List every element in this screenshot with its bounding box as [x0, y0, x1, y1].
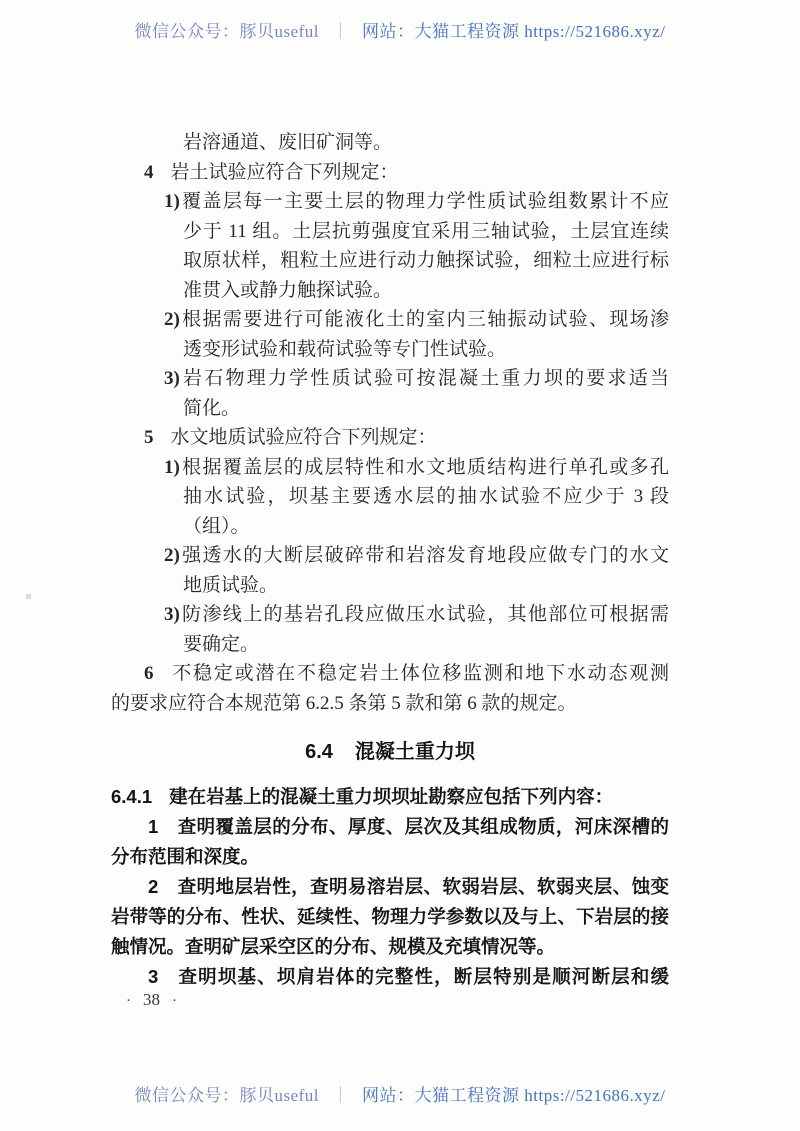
- line-text: 水文地质试验应符合下列规定：: [170, 427, 437, 448]
- text-line: [183, 394, 669, 424]
- line-number: 4: [144, 161, 154, 183]
- line-text: 查明覆盖层的分布、厚度、层次及其组成物质，河床深槽的: [177, 816, 669, 837]
- line-text: 根据需要进行可能液化土的室内三轴振动试验、现场渗: [180, 309, 669, 330]
- line-text: 简化。: [183, 397, 241, 419]
- line-text: 建在岩基上的混凝土重力坝坝址勘察应包括下列内容：: [169, 786, 614, 807]
- text-line: [183, 128, 669, 158]
- text-line: [183, 512, 669, 542]
- line-number: 1): [164, 191, 180, 212]
- line-text: 岩带等的分布、性状、延续性、物理力学参数以及与上、下岩层的接: [111, 906, 669, 927]
- text-line: [164, 541, 669, 571]
- text-line: [183, 630, 669, 660]
- header-watermark: [0, 17, 800, 42]
- line-text: 不稳定或潜在不稳定岩土体位移监测和地下水动态观测: [170, 663, 669, 684]
- line-text: 少于 11 组。土层抗剪强度宜采用三轴试验，土层宜连续: [183, 220, 669, 242]
- line-text: 查明坝基、坝肩岩体的完整性，断层特别是顺河断层和缓: [177, 966, 669, 987]
- text-line: [148, 872, 669, 902]
- line-text: 触情况。查明矿层采空区的分布、规模及充填情况等。: [111, 936, 556, 957]
- scan-artifact-dot: [26, 594, 31, 599]
- page-number-right-dot: ·: [172, 993, 177, 1009]
- page-number-left-dot: ·: [126, 993, 131, 1009]
- text-line: [111, 932, 669, 962]
- text-line: [164, 453, 669, 483]
- page-number: [126, 990, 177, 1010]
- text-line: [183, 571, 669, 601]
- text-line: [111, 689, 669, 719]
- line-text: 混凝土重力坝: [354, 741, 475, 763]
- text-body: [111, 128, 669, 992]
- line-text: 分布范围和深度。: [111, 846, 260, 867]
- line-number: 3): [164, 368, 180, 389]
- footer-watermark: [0, 1081, 800, 1106]
- line-number: 5: [144, 427, 154, 448]
- text-line: [144, 158, 669, 188]
- line-text: 查明地层岩性，查明易溶岩层、软弱岩层、软弱夹层、蚀变: [177, 876, 669, 897]
- watermark-separator: ｜: [331, 22, 350, 41]
- line-number: 2: [148, 876, 159, 897]
- line-text: 岩溶通道、废旧矿洞等。: [183, 132, 393, 153]
- watermark-account-text: 微信公众号：豚贝useful: [134, 1086, 320, 1105]
- line-text: 强透水的大断层破碎带和岩溶发育地段应做专门的水文: [180, 545, 669, 566]
- page-number-value: 38: [143, 990, 160, 1009]
- line-text: 地质试验。: [183, 574, 279, 596]
- line-text: 岩石物理力学性质试验可按混凝土重力坝的要求适当: [180, 368, 669, 389]
- text-line: [111, 842, 669, 872]
- line-text: （组）。: [183, 515, 250, 537]
- line-number: 6.4: [305, 741, 333, 763]
- line-text: 准贯入或静力触探试验。: [183, 279, 393, 301]
- text-line: [183, 482, 669, 512]
- line-number: 3: [148, 966, 159, 987]
- line-number: 2): [164, 309, 180, 330]
- line-text: 抽水试验，坝基主要透水层的抽水试验不应少于 3 段: [183, 486, 669, 507]
- line-text: 取原状样，粗粒土应进行动力触探试验，细粒土应进行标: [183, 250, 669, 271]
- line-number: 6: [144, 663, 154, 684]
- line-text: 岩土试验应符合下列规定：: [170, 161, 399, 183]
- line-number: 6.4.1: [111, 786, 153, 807]
- text-line: [164, 600, 669, 630]
- section-heading: [111, 737, 669, 767]
- line-number: 1: [148, 816, 159, 837]
- text-line: [111, 902, 669, 932]
- watermark-account-text: 微信公众号：豚贝useful: [134, 22, 320, 41]
- text-line: [183, 335, 669, 365]
- line-number: 3): [164, 604, 180, 625]
- text-line: [148, 812, 669, 842]
- line-text: 要确定。: [183, 633, 260, 655]
- line-text: 防渗线上的基岩孔段应做压水试验，其他部位可根据需: [180, 604, 669, 625]
- text-line: [164, 305, 669, 335]
- watermark-site-text: 网站：大猫工程资源 https://521686.xyz/: [362, 1086, 666, 1105]
- line-number: 1): [164, 456, 180, 478]
- line-text: 透变形试验和载荷试验等专门性试验。: [183, 338, 507, 360]
- text-line: [144, 423, 669, 453]
- watermark-separator: ｜: [331, 1086, 350, 1105]
- line-text: 的要求应符合本规范第 6.2.5 条第 5 款和第 6 款的规定。: [111, 692, 577, 714]
- clause-6-4-1: [111, 782, 669, 812]
- text-line: [183, 276, 669, 306]
- line-number: 2): [164, 545, 180, 566]
- line-text: 覆盖层每一主要土层的物理力学性质试验组数累计不应: [180, 191, 669, 212]
- text-line: [144, 659, 669, 689]
- text-line: [148, 962, 669, 992]
- text-line: [183, 246, 669, 276]
- text-line: [164, 364, 669, 394]
- watermark-site-text: 网站：大猫工程资源 https://521686.xyz/: [362, 22, 666, 41]
- text-line: [164, 187, 669, 217]
- line-text: 根据覆盖层的成层特性和水文地质结构进行单孔或多孔: [180, 456, 669, 478]
- text-line: [183, 217, 669, 247]
